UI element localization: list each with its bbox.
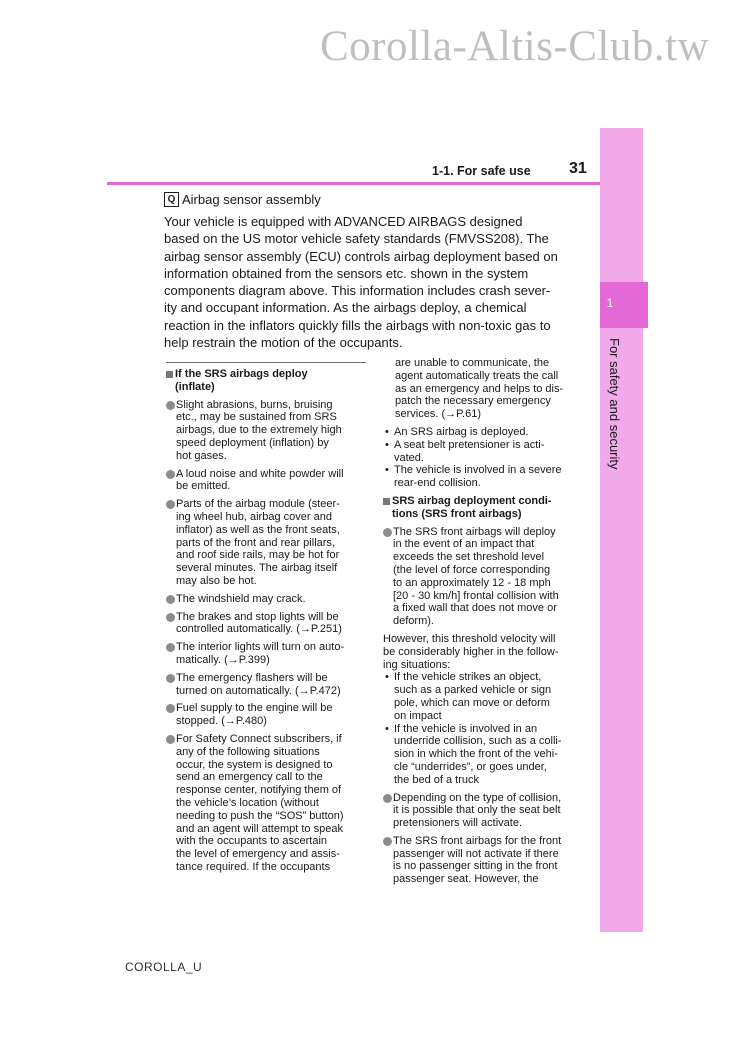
text-line: agent automatically treats the call <box>395 369 559 382</box>
item-line: vated. <box>394 451 424 464</box>
item-line: occur, the system is designed to <box>176 758 333 771</box>
item-line: A loud noise and white powder will <box>176 467 344 480</box>
list-item <box>166 593 366 606</box>
item-line: send an emergency call to the <box>176 771 323 784</box>
list-item <box>166 498 366 588</box>
item-line: the bed of a truck <box>394 773 479 786</box>
item-line: passenger seat. However, the <box>393 873 539 886</box>
list-item <box>166 733 366 874</box>
q-letter-icon: Q <box>164 192 179 207</box>
footer-model-code: COROLLA_U <box>125 960 203 974</box>
list-item <box>383 671 583 722</box>
item-line: If the vehicle is involved in an <box>394 722 538 735</box>
item-line: The windshield may crack. <box>176 592 306 605</box>
circle-bullet-icon <box>166 674 175 683</box>
item-line: with the occupants to ascertain <box>176 835 328 848</box>
bullet-list <box>383 426 583 490</box>
item-line: such as a parked vehicle or sign <box>394 684 552 697</box>
item-line: pole, which can move or deform <box>394 696 550 709</box>
circle-bullet-icon <box>166 500 175 509</box>
item-line: cle “underrides”, or goes under, <box>394 760 547 773</box>
item-line: to an approximately 12 - 18 mph <box>393 576 551 589</box>
circle-bullet-icon <box>383 837 392 846</box>
item-line: If the vehicle strikes an object, <box>394 671 542 684</box>
text-line: However, this threshold velocity will <box>383 632 556 645</box>
circle-bullet-icon <box>166 595 175 604</box>
list-item <box>166 468 366 494</box>
item-line: matically. (→P.399) <box>176 653 270 666</box>
item-line: ing wheel hub, airbag cover and <box>176 510 332 523</box>
item-line: any of the following situations <box>176 745 320 758</box>
chapter-title: For safety and security <box>607 338 622 470</box>
intro-line: components diagram above. This information includes crash sever- <box>164 283 551 299</box>
bullet-icon: • <box>385 671 389 684</box>
item-line: The SRS front airbags for the front <box>393 834 562 847</box>
item-line: deform). <box>393 615 434 628</box>
list-item <box>383 464 583 490</box>
circle-bullet-icon <box>166 704 175 713</box>
heading-line: If the SRS airbags deploy <box>175 368 308 380</box>
item-line: sion in which the front of the vehi- <box>394 748 558 761</box>
item-line: controlled automatically. (→P.251) <box>176 623 342 636</box>
intro-line: airbag sensor assembly (ECU) controls airbag deployment based on <box>164 248 558 264</box>
diagram-item-q <box>164 192 321 207</box>
item-line: passenger will not activate if there <box>393 847 559 860</box>
item-line: Depending on the type of collision, <box>393 791 562 804</box>
item-line: exceeds the set threshold level <box>393 551 545 564</box>
list-item <box>166 641 366 667</box>
intro-paragraph <box>164 213 584 351</box>
item-line: etc., may be sustained from SRS <box>176 411 337 424</box>
list-item <box>166 672 366 698</box>
heading-line: SRS airbag deployment condi- <box>392 494 552 507</box>
text-line: are unable to communicate, the <box>395 357 550 369</box>
heading-line: (inflate) <box>175 380 215 393</box>
section-title: 1-1. For safe use <box>432 164 531 178</box>
item-line: turned on automatically. (→P.472) <box>176 684 341 697</box>
item-line: The vehicle is involved in a severe <box>394 464 562 477</box>
intro-line: ity and occupant information. As the airbags deploy, a chemical <box>164 300 527 316</box>
text-line: ing situations: <box>383 658 451 671</box>
list-item <box>383 835 583 886</box>
item-line: pretensioners will activate. <box>393 817 523 830</box>
item-line: is no passenger sitting in the front <box>393 860 558 873</box>
intro-line: information obtained from the sensors etc. shown in the system <box>164 265 529 281</box>
page-number: 31 <box>569 160 587 177</box>
circle-bullet-icon <box>166 470 175 479</box>
circle-bullet-icon <box>166 613 175 622</box>
item-line: be emitted. <box>176 480 231 493</box>
bullet-icon: • <box>385 438 389 451</box>
item-line: An SRS airbag is deployed. <box>394 425 529 438</box>
item-line: a fixed wall that does not move or <box>393 602 557 615</box>
item-line: (the level of force corresponding <box>393 563 551 576</box>
item-line: The emergency flashers will be <box>176 671 328 684</box>
subheading <box>383 495 583 521</box>
list-item <box>383 439 583 465</box>
item-line: needing to push the “SOS” button) <box>176 809 344 822</box>
list-item <box>383 723 583 787</box>
item-line: Fuel supply to the engine will be <box>176 702 333 715</box>
list-item <box>166 702 366 728</box>
list-item <box>383 526 583 628</box>
text-line: be considerably higher in the follow- <box>383 645 559 658</box>
circle-bullet-icon <box>166 643 175 652</box>
item-line: The interior lights will turn on auto- <box>176 641 345 654</box>
text-line: services. (→P.61) <box>395 408 481 421</box>
chapter-number: 1 <box>606 296 614 310</box>
item-line: underride collision, such as a colli- <box>394 735 562 748</box>
intro-line: based on the US motor vehicle safety standards (FMVSS208). The <box>164 231 549 247</box>
circle-bullet-icon <box>166 735 175 744</box>
item-line: For Safety Connect subscribers, if <box>176 732 342 745</box>
item-line: airbags, due to the extremely high <box>176 424 342 437</box>
item-line: in the event of an impact that <box>393 538 535 551</box>
intro-line: reaction in the inflators quickly fills the airbags with non-toxic gas to <box>164 317 551 333</box>
chapter-side-tab <box>600 128 643 932</box>
item-line: parts of the front and rear pillars, <box>176 536 335 549</box>
bullet-list <box>383 671 583 786</box>
item-line: speed deployment (inflation) by <box>176 436 329 449</box>
item-line: tance required. If the occupants <box>176 860 331 873</box>
item-line: on impact <box>394 709 442 722</box>
list-item <box>166 399 366 463</box>
item-line: the level of emergency and assis- <box>176 848 340 861</box>
column-divider <box>166 362 366 363</box>
paragraph <box>383 633 583 671</box>
item-line: and an agent will attempt to speak <box>176 822 343 835</box>
left-column <box>166 362 366 879</box>
square-bullet-icon <box>166 371 173 378</box>
item-line: it is possible that only the seat belt <box>393 804 561 817</box>
text-line: as an emergency and helps to dis- <box>395 382 564 395</box>
list-item <box>383 792 583 830</box>
watermark: Corolla-Altis-Club.tw <box>320 23 710 70</box>
bullet-icon: • <box>385 722 389 735</box>
item-line: rear-end collision. <box>394 477 481 490</box>
subheading <box>166 368 366 394</box>
item-line: several minutes. The airbag itself <box>176 562 338 575</box>
item-line: and roof side rails, may be hot for <box>176 549 340 562</box>
item-line: the vehicle’s location (without <box>176 796 319 809</box>
item-line: [20 - 30 km/h] frontal collision with <box>393 589 559 602</box>
header-divider <box>107 182 600 185</box>
item-line: A seat belt pretensioner is acti- <box>394 438 545 451</box>
bullet-icon: • <box>385 464 389 477</box>
circle-bullet-icon <box>166 401 175 410</box>
circle-bullet-icon <box>383 794 392 803</box>
right-column <box>383 357 583 891</box>
item-line: inflator) as well as the front seats, <box>176 523 340 536</box>
circle-bullet-icon <box>383 528 392 537</box>
bullet-icon: • <box>385 425 389 438</box>
item-line: Parts of the airbag module (steer- <box>176 498 340 511</box>
item-line: The SRS front airbags will deploy <box>393 525 556 538</box>
item-label: Airbag sensor assembly <box>182 192 321 207</box>
continued-text <box>383 357 583 421</box>
item-line: hot gases. <box>176 449 227 462</box>
item-line: may also be hot. <box>176 574 257 587</box>
square-bullet-icon <box>383 498 390 505</box>
item-line: Slight abrasions, burns, bruising <box>176 398 333 411</box>
intro-line: Your vehicle is equipped with ADVANCED AIRBAGS designed <box>164 214 523 229</box>
list-item <box>383 426 583 439</box>
item-line: response center, notifying them of <box>176 784 342 797</box>
item-line: stopped. (→P.480) <box>176 715 267 728</box>
list-item <box>166 611 366 637</box>
heading-line: tions (SRS front airbags) <box>392 507 522 520</box>
text-line: patch the necessary emergency <box>395 395 551 408</box>
item-line: The brakes and stop lights will be <box>176 610 339 623</box>
intro-line: help restrain the motion of the occupants. <box>164 335 403 351</box>
